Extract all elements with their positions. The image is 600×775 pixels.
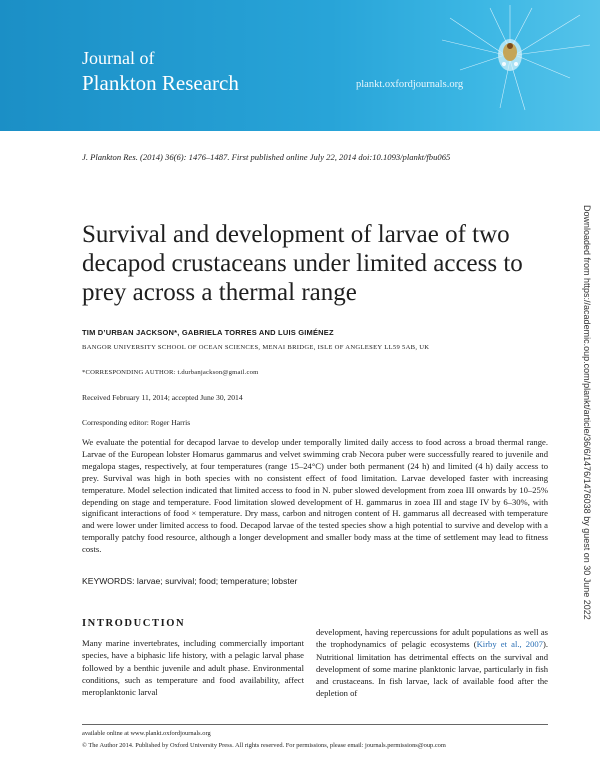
article-title: Survival and development of larvae of two decapod crustaceans under limited access to prey across a thermal range	[82, 221, 523, 306]
article-authors: TIM D’URBAN JACKSON*, GABRIELA TORRES AND LUIS GIMÉNEZ	[82, 328, 334, 337]
journal-name-line1: Journal of	[82, 48, 155, 68]
journal-url[interactable]: plankt.oxfordjournals.org	[356, 79, 464, 90]
available-online-note: available online at www.plankt.oxfordjournals.org	[82, 730, 211, 737]
citation-link-kirby[interactable]: Kirby et al., 2007	[476, 639, 543, 650]
introduction-column-2	[316, 626, 548, 700]
download-sidebar	[581, 205, 595, 620]
corresponding-editor: Corresponding editor: Roger Harris	[82, 418, 191, 427]
journal-name-line2: Plankton Research	[82, 71, 239, 95]
plankton-illustration-icon	[430, 0, 600, 120]
author-affiliation: BANGOR UNIVERSITY SCHOOL OF OCEAN SCIENCES, MENAI BRIDGE, ISLE OF ANGLESEY LL59 5AB, UK	[82, 344, 430, 351]
abstract-text: We evaluate the potential for decapod larvae to develop under temporally limited daily access to food across a broad thermal range. Larvae of the European lobster Homarus gammarus and velvet swimming crab Necora puber were successfully reared to juvenile and megalopa stages, respectively, at four temperatures (range 15–24°C) under both permanent (24 h) and limited (4 h) daily access to prey. Survival was high in both species with no consistent effect of food limitation. Larvae developed faster with increasing temperature. Model selection indicated that limited access to food in N. puber slowed development from zoea III onwards by 10–25% depending on stage and temperature. Food limitation slowed development of H. gammarus in zoea III and stage IV by 6–30%, with significant interactions of food × temperature. Dry mass, carbon and nitrogen content of H. gammarus all decreased with temperature and were lower under limited access to food. Decapod larvae of the tested species show a high potential to survive and develop with a temporally patchy food resource, although a longer development and smaller body mass at the time of settlement may lead to fitness costs.	[82, 437, 548, 555]
received-accepted-dates: Received February 11, 2014; accepted June 30, 2014	[82, 393, 243, 402]
journal-header-band	[0, 0, 600, 131]
footer-divider	[82, 724, 548, 725]
download-sidebar-text: Downloaded from https://academic.oup.com/plankt/article/36/6/1476/1476038 by guest on 30 June 2022	[582, 205, 592, 620]
keywords-line	[82, 576, 297, 586]
corresponding-author: *CORRESPONDING AUTHOR: t.durbanjackson@gmail.com	[82, 369, 259, 376]
keywords-list: larvae; survival; food; temperature; lobster	[136, 576, 298, 586]
article-citation: J. Plankton Res. (2014) 36(6): 1476–1487. First published online July 22, 2014 doi:10.1093/plankt/fbu065	[82, 152, 451, 162]
keywords-label: KEYWORDS:	[82, 576, 135, 586]
introduction-column-2-part-a: development, having repercussions for adult populations as well as the trophodynamics of pelagic ecosystems (	[316, 627, 548, 650]
introduction-column-1: Many marine invertebrates, including commercially important species, have a biphasic life history, with a pelagic larval phase followed by a benthic juvenile and adult phase. Environmental conditions, such as temperature and food availability, affect meroplanktonic larval	[82, 638, 304, 698]
copyright-notice: © The Author 2014. Published by Oxford University Press. All rights reserved. For permissions, please email: journals.permissions@oup.com	[82, 742, 446, 749]
introduction-heading: INTRODUCTION	[82, 618, 186, 629]
introduction-column-2-part-b: ). Nutritional limitation has detrimental effects on the survival and development of some marine planktonic larvae, particularly in fish and crustaceans. In fish larvae, lack of available food after the depletion of	[316, 639, 548, 699]
